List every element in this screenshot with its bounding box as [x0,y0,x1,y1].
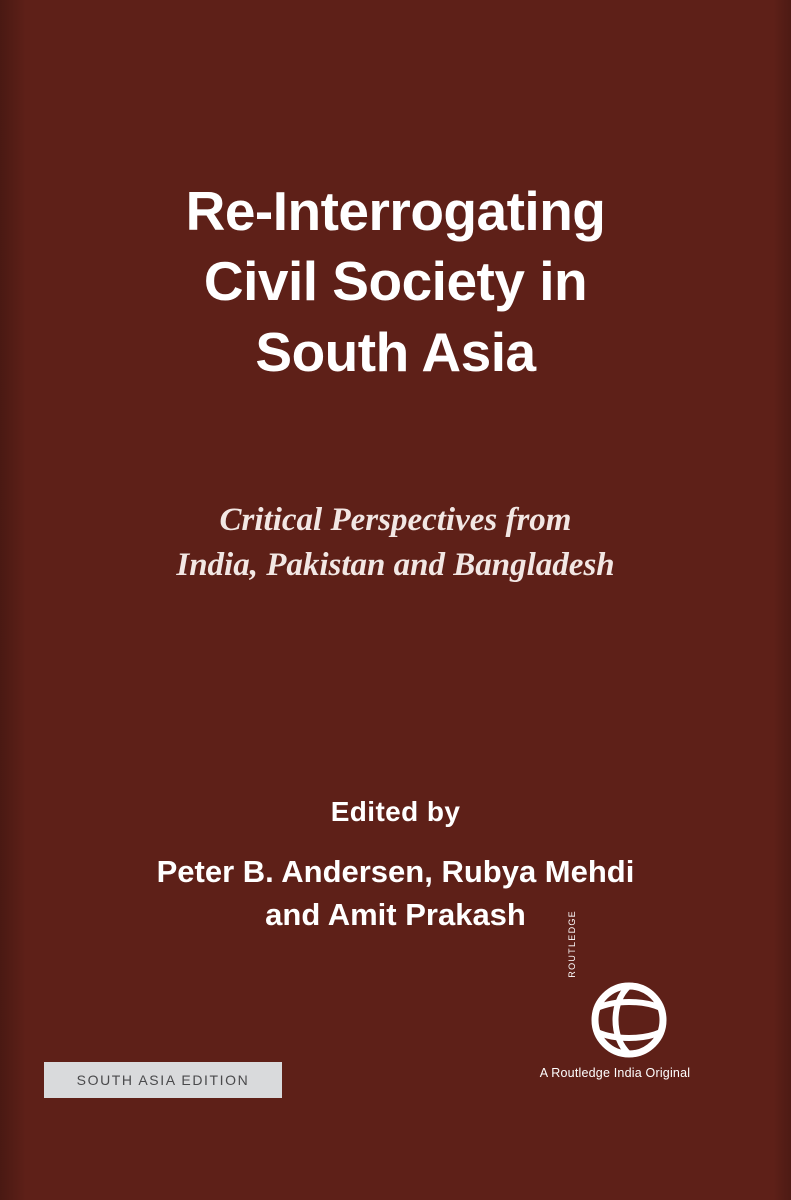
title-line-3: South Asia [255,320,536,383]
editor-line-2: and Amit Prakash [265,897,526,933]
routledge-logo-mark [561,910,669,1062]
edited-by-label: Edited by [330,796,461,827]
publisher-logo [525,910,705,1080]
routledge-globe-icon [585,978,669,1062]
routledge-wordmark: ROUTLEDGE [567,910,577,978]
title-line-2: Civil Society in [203,250,588,313]
book-subtitle [60,498,731,587]
subtitle-line-1: Critical Perspectives from [219,502,572,538]
editor-line-1: Peter B. Andersen, Rubya Mehdi [156,854,635,889]
imprint-label: A Routledge India Original [539,1066,691,1080]
edition-badge-label: SOUTH ASIA EDITION [76,1072,250,1088]
title-line-1: Re-Interrogating [185,180,606,242]
subtitle-line-2: India, Pakistan and Bangladesh [176,546,615,583]
editors-block [60,796,731,937]
book-title [60,176,731,387]
edition-badge [44,1062,282,1098]
